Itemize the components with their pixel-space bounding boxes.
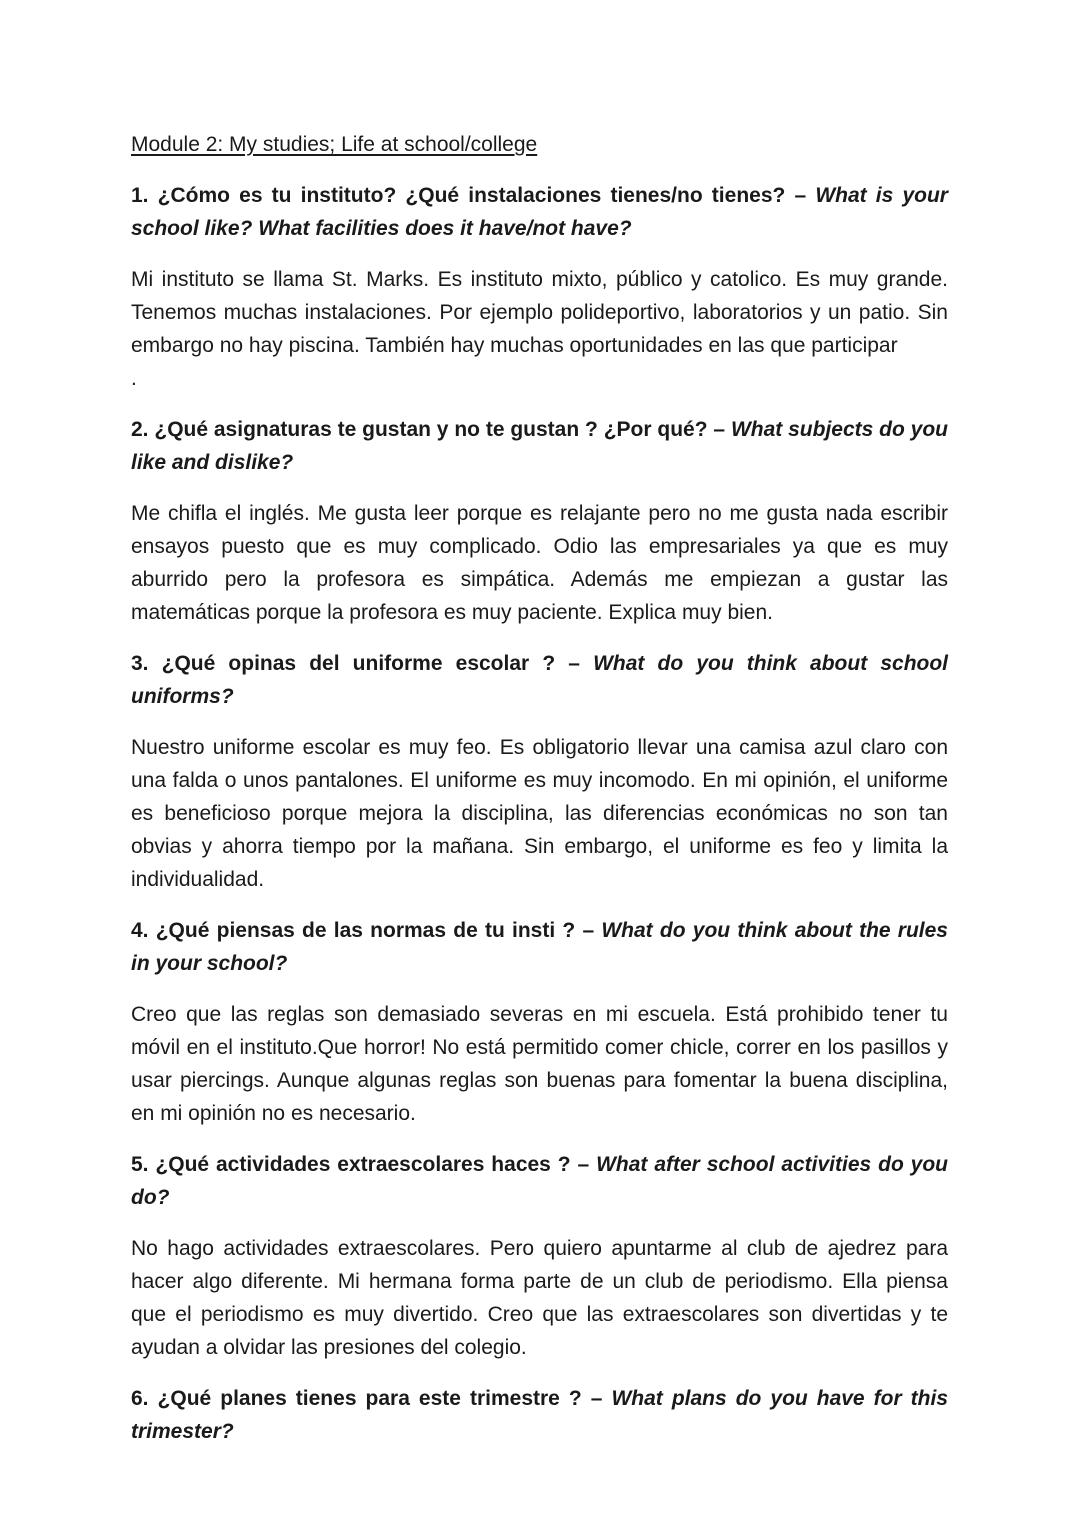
question-5-en: What after school activities do you do?: [131, 1153, 949, 1209]
question-3-dash: –: [555, 652, 594, 675]
question-6-en: What plans do you have for this trimester?: [131, 1387, 949, 1443]
question-2: [131, 413, 948, 479]
question-4: [131, 914, 948, 980]
question-3-en: What do you think about school uniforms?: [131, 652, 949, 708]
question-6: [131, 1382, 948, 1448]
document-page: [131, 128, 948, 1466]
answer-2: Me chifla el inglés. Me gusta leer porque es relajante pero no me gusta nada escribir ensayos puesto que es muy complicado. Odio las empresariales ya que es muy aburrido pero la profesora es simpática. Además me empiezan a gustar las matemáticas porque la profesora es muy paciente. Explica muy bien.: [131, 502, 948, 624]
answer-4: Creo que las reglas son demasiado severas en mi escuela. Está prohibido tener tu móvil en el instituto.Que horror! No está permitido comer chicle, correr en los pasillos y usar piercings. Aunque algunas reglas son buenas para fomentar la buena disciplina, en mi opinión no es necesario.: [131, 1003, 948, 1125]
question-4-dash: –: [575, 919, 602, 942]
answer-1-trailing: .: [131, 367, 137, 390]
question-6-dash: –: [581, 1387, 612, 1410]
question-4-en: What do you think about the rules in your school?: [131, 919, 948, 975]
question-6-es: 6. ¿Qué planes tienes para este trimestre ?: [131, 1387, 582, 1410]
question-1-es: 1. ¿Cómo es tu instituto? ¿Qué instalaciones tienes/no tienes?: [131, 184, 786, 207]
question-1-dash: –: [785, 184, 816, 207]
question-4-es: 4. ¿Qué piensas de las normas de tu insti ?: [131, 919, 576, 942]
question-2-en: What subjects do you like and dislike?: [131, 418, 948, 474]
question-5: [131, 1148, 948, 1214]
question-3: [131, 647, 948, 713]
answer-3: Nuestro uniforme escolar es muy feo. Es obligatorio llevar una camisa azul claro con una falda o unos pantalones. El uniforme es muy incomodo. En mi opinión, el uniforme es beneficioso porque mejora la disciplina, las diferencias económicas no son tan obvias y ahorra tiempo por la mañana. Sin embargo, el uniforme es feo y limita la individualidad.: [131, 736, 948, 891]
question-5-dash: –: [570, 1153, 597, 1176]
module-title: Module 2: My studies; Life at school/college: [131, 133, 538, 156]
question-2-es: 2. ¿Qué asignaturas te gustan y no te gustan ? ¿Por qué?: [131, 418, 708, 441]
answer-1: [131, 263, 948, 395]
answer-1-text: Mi instituto se llama St. Marks. Es instituto mixto, público y catolico. Es muy grande. Tenemos muchas instalaciones. Por ejemplo polideportivo, laboratorios y un patio. Sin embargo no hay piscina. También hay muchas oportunidades en las que participar: [131, 268, 948, 357]
question-3-es: 3. ¿Qué opinas del uniforme escolar ?: [131, 652, 556, 675]
question-1: [131, 179, 948, 245]
question-2-dash: –: [707, 418, 731, 441]
question-1-en: What is your school like? What facilities does it have/not have?: [131, 184, 948, 240]
question-5-es: 5. ¿Qué actividades extraescolares haces ?: [131, 1153, 571, 1176]
answer-5: No hago actividades extraescolares. Pero quiero apuntarme al club de ajedrez para hacer algo diferente. Mi hermana forma parte de un club de periodismo. Ella piensa que el periodismo es muy divertido. Creo que las extraescolares son divertidas y te ayudan a olvidar las presiones del colegio.: [131, 1237, 948, 1359]
